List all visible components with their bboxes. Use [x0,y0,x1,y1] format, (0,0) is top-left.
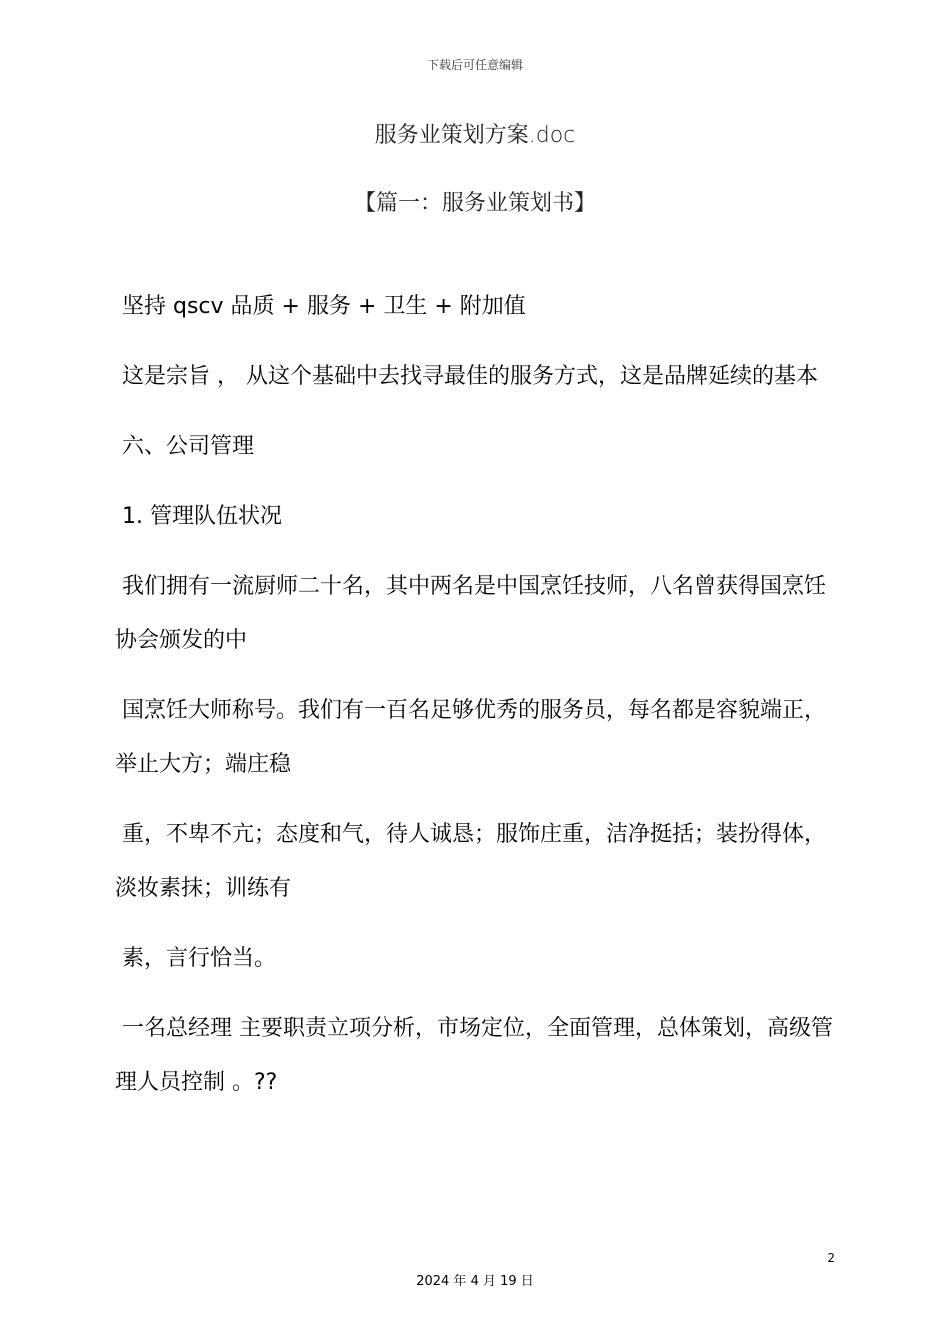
section-heading: 【篇一：服务业策划书】 [353,191,596,216]
document-body [115,280,835,1126]
header-note: 下载后可任意编辑 [426,58,523,72]
document-title: 服务业策划方案.doc [374,123,576,148]
page-number: 2 [827,1251,835,1265]
paragraph: 1. 管理队伍状况 [122,504,282,529]
paragraph: 国烹饪大师称号。我们有一百名足够优秀的服务员，每名都是容貌端正，举止大方；端庄稳 [115,698,827,777]
paragraph: 我们拥有一流厨师二十名，其中两名是中国烹饪技师，八名曾获得国烹饪协会颁发的中 [115,574,827,653]
paragraph: 素，言行恰当。 [122,946,277,971]
paragraph: 六、公司管理 [122,434,255,459]
paragraph: 坚持 qscv 品质 + 服务 + 卫生 + 附加值 [122,294,526,319]
paragraph: 重，不卑不亢；态度和气，待人诚恳；服饰庄重，洁净挺括；装扮得体，淡妆素抹；训练有 [115,822,827,901]
paragraph: 一名总经理 主要职责立项分析，市场定位，全面管理，总体策划，高级管理人员控制 。?? [115,1016,833,1095]
footer-date: 2024 年 4 月 19 日 [416,1274,534,1289]
paragraph: 这是宗旨 ， 从这个基础中去找寻最佳的服务方式，这是品牌延续的基本 [122,364,818,389]
